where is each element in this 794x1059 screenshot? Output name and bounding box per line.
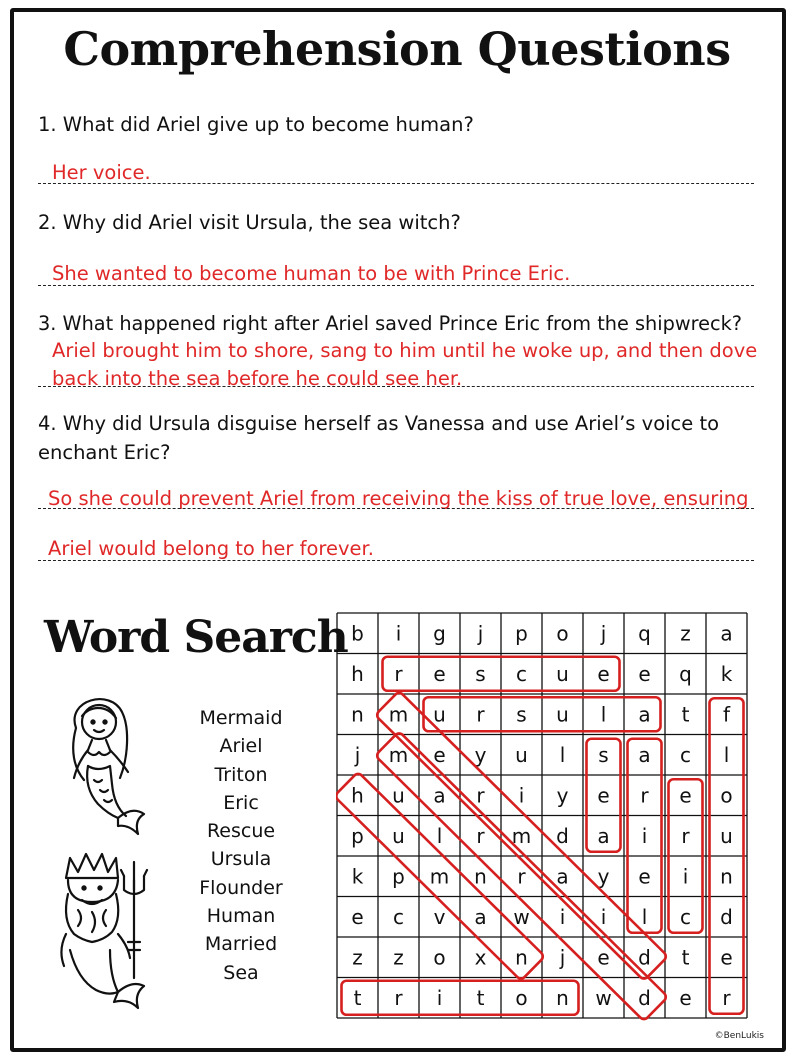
grid-letter: o [433, 945, 446, 970]
grid-letter: r [476, 702, 485, 727]
grid-letter: l [559, 742, 566, 767]
grid-letter: i [436, 985, 443, 1010]
grid-letter: r [517, 864, 526, 889]
grid-letter: t [681, 945, 690, 970]
grid-letter: u [556, 661, 569, 686]
grid-letter: r [681, 823, 690, 848]
grid-letter: n [515, 945, 528, 970]
grid-letter: c [516, 661, 527, 686]
answer-3-line-1: Ariel brought him to shore, sang to him until he woke up, and then dove [52, 339, 758, 362]
grid-letter: t [353, 985, 362, 1010]
grid-letter: e [597, 661, 610, 686]
word-list [190, 704, 292, 987]
question-1: 1. What did Ariel give up to become human? [38, 113, 474, 136]
grid-letter: m [511, 823, 532, 848]
word-list-item: Mermaid [199, 707, 283, 729]
grid-letter: u [720, 823, 733, 848]
answer-line [38, 285, 754, 286]
grid-letter: l [723, 742, 730, 767]
grid-letter: k [351, 864, 364, 889]
answer-line [38, 560, 754, 561]
word-list-item: Ursula [210, 848, 272, 871]
grid-letter: i [518, 783, 525, 808]
grid-letter: h [351, 783, 364, 808]
grid-letter: l [641, 904, 648, 929]
word-list-item: Triton [214, 763, 268, 786]
grid-letter: d [556, 823, 569, 848]
grid-letter: e [597, 945, 610, 970]
grid-letter: u [392, 823, 405, 848]
grid-letter: g [433, 621, 446, 646]
grid-letter: w [513, 904, 530, 929]
grid-letter: e [679, 783, 692, 808]
grid-letter: r [476, 783, 485, 808]
grid-letter: e [679, 985, 692, 1010]
grid-letter: j [354, 742, 361, 767]
grid-letter: l [436, 823, 443, 848]
grid-letter: o [720, 783, 733, 808]
grid-letter: c [393, 904, 404, 929]
grid-letter: y [556, 783, 569, 808]
grid-letter: y [597, 864, 610, 889]
grid-letter: r [394, 985, 403, 1010]
grid-letter: d [720, 904, 733, 929]
answer-line [38, 386, 754, 387]
grid-letter: i [600, 904, 607, 929]
grid-letter: e [351, 904, 364, 929]
grid-letter: j [477, 621, 484, 646]
grid-letter: i [682, 864, 689, 889]
word-list-item: Flounder [199, 876, 283, 899]
grid-letter: s [516, 702, 527, 727]
grid-letter: y [474, 742, 487, 767]
question-4-line-2: enchant Eric? [38, 441, 171, 464]
grid-letter: o [556, 621, 569, 646]
grid-letter: e [638, 661, 651, 686]
grid-letter: n [556, 985, 569, 1010]
grid-letter: i [641, 823, 648, 848]
grid-letter: r [394, 661, 403, 686]
word-list-item: Human [206, 905, 276, 928]
grid-letter: z [680, 621, 691, 646]
answer-4-line-1: So she could prevent Ariel from receiving the kiss of true love, ensuring [48, 487, 749, 510]
grid-letter: t [476, 985, 485, 1010]
question-3: 3. What happened right after Ariel saved Prince Eric from the shipwreck? [38, 312, 742, 335]
grid-letter: f [722, 702, 731, 727]
grid-letter: r [722, 985, 731, 1010]
word-search-grid [336, 612, 756, 1022]
word-list-item: Married [204, 933, 278, 956]
mermaid-icon [48, 688, 158, 838]
grid-letter: u [556, 702, 569, 727]
credit: ©BenLukis [714, 1031, 764, 1041]
grid-letter: u [515, 742, 528, 767]
king-triton-icon [48, 850, 158, 1010]
grid-letter: t [681, 702, 690, 727]
grid-letter: d [638, 985, 651, 1010]
grid-letter: a [720, 621, 733, 646]
grid-letter: s [475, 661, 486, 686]
grid-letter: n [351, 702, 364, 727]
grid-letter: i [559, 904, 566, 929]
grid-letter: x [474, 945, 487, 970]
grid-letter: j [600, 621, 607, 646]
question-2: 2. Why did Ariel visit Ursula, the sea witch? [38, 211, 461, 234]
grid-letter: s [598, 742, 609, 767]
grid-letter: q [638, 621, 651, 646]
grid-letter: l [600, 702, 607, 727]
grid-letter: p [351, 823, 364, 848]
answer-2: She wanted to become human to be with Prince Eric. [52, 262, 571, 285]
grid-letter: v [433, 904, 446, 929]
grid-letter: m [388, 702, 409, 727]
grid-letter: a [597, 823, 610, 848]
page-title: Comprehension Questions [63, 22, 731, 76]
grid-letter: a [638, 742, 651, 767]
grid-letter: e [720, 945, 733, 970]
word-search-title: Word Search [44, 612, 348, 663]
grid-letter: r [640, 783, 649, 808]
grid-letter: n [474, 864, 487, 889]
grid-letter: a [556, 864, 569, 889]
grid-letter: u [392, 783, 405, 808]
answer-4-line-2: Ariel would belong to her forever. [48, 537, 374, 560]
grid-letter: e [433, 742, 446, 767]
question-4-line-1: 4. Why did Ursula disguise herself as Vanessa and use Ariel’s voice to [38, 412, 720, 435]
grid-letter: c [680, 904, 691, 929]
word-list-item: Ariel [219, 735, 263, 758]
answer-3-line-2: back into the sea before he could see her. [52, 367, 463, 390]
grid-letter: j [559, 945, 566, 970]
grid-letter: a [433, 783, 446, 808]
grid-letter: z [352, 945, 363, 970]
grid-letter: p [515, 621, 528, 646]
grid-letter: e [638, 864, 651, 889]
grid-letter: d [638, 945, 651, 970]
grid-letter: a [474, 904, 487, 929]
answer-line [38, 183, 754, 184]
grid-letter: k [720, 661, 733, 686]
grid-letter: a [638, 702, 651, 727]
grid-letter: o [515, 985, 528, 1010]
grid-letter: q [679, 661, 692, 686]
grid-letter: c [680, 742, 691, 767]
answer-1: Her voice. [52, 161, 151, 184]
grid-letter: z [393, 945, 404, 970]
grid-letter: w [595, 985, 612, 1010]
answer-line [38, 508, 754, 509]
word-list-item: Rescue [206, 820, 276, 843]
grid-letter: p [392, 864, 405, 889]
grid-letter: n [720, 864, 733, 889]
grid-letter: b [351, 621, 364, 646]
grid-letter: u [433, 702, 446, 727]
grid-letter: i [395, 621, 402, 646]
grid-letter: m [429, 864, 450, 889]
grid-letter: r [476, 823, 485, 848]
word-list-item: Eric [223, 791, 259, 814]
grid-letter: h [351, 661, 364, 686]
grid-letter: e [597, 783, 610, 808]
grid-letter: m [388, 742, 409, 767]
word-list-item: Sea [223, 961, 259, 984]
grid-letter: e [433, 661, 446, 686]
